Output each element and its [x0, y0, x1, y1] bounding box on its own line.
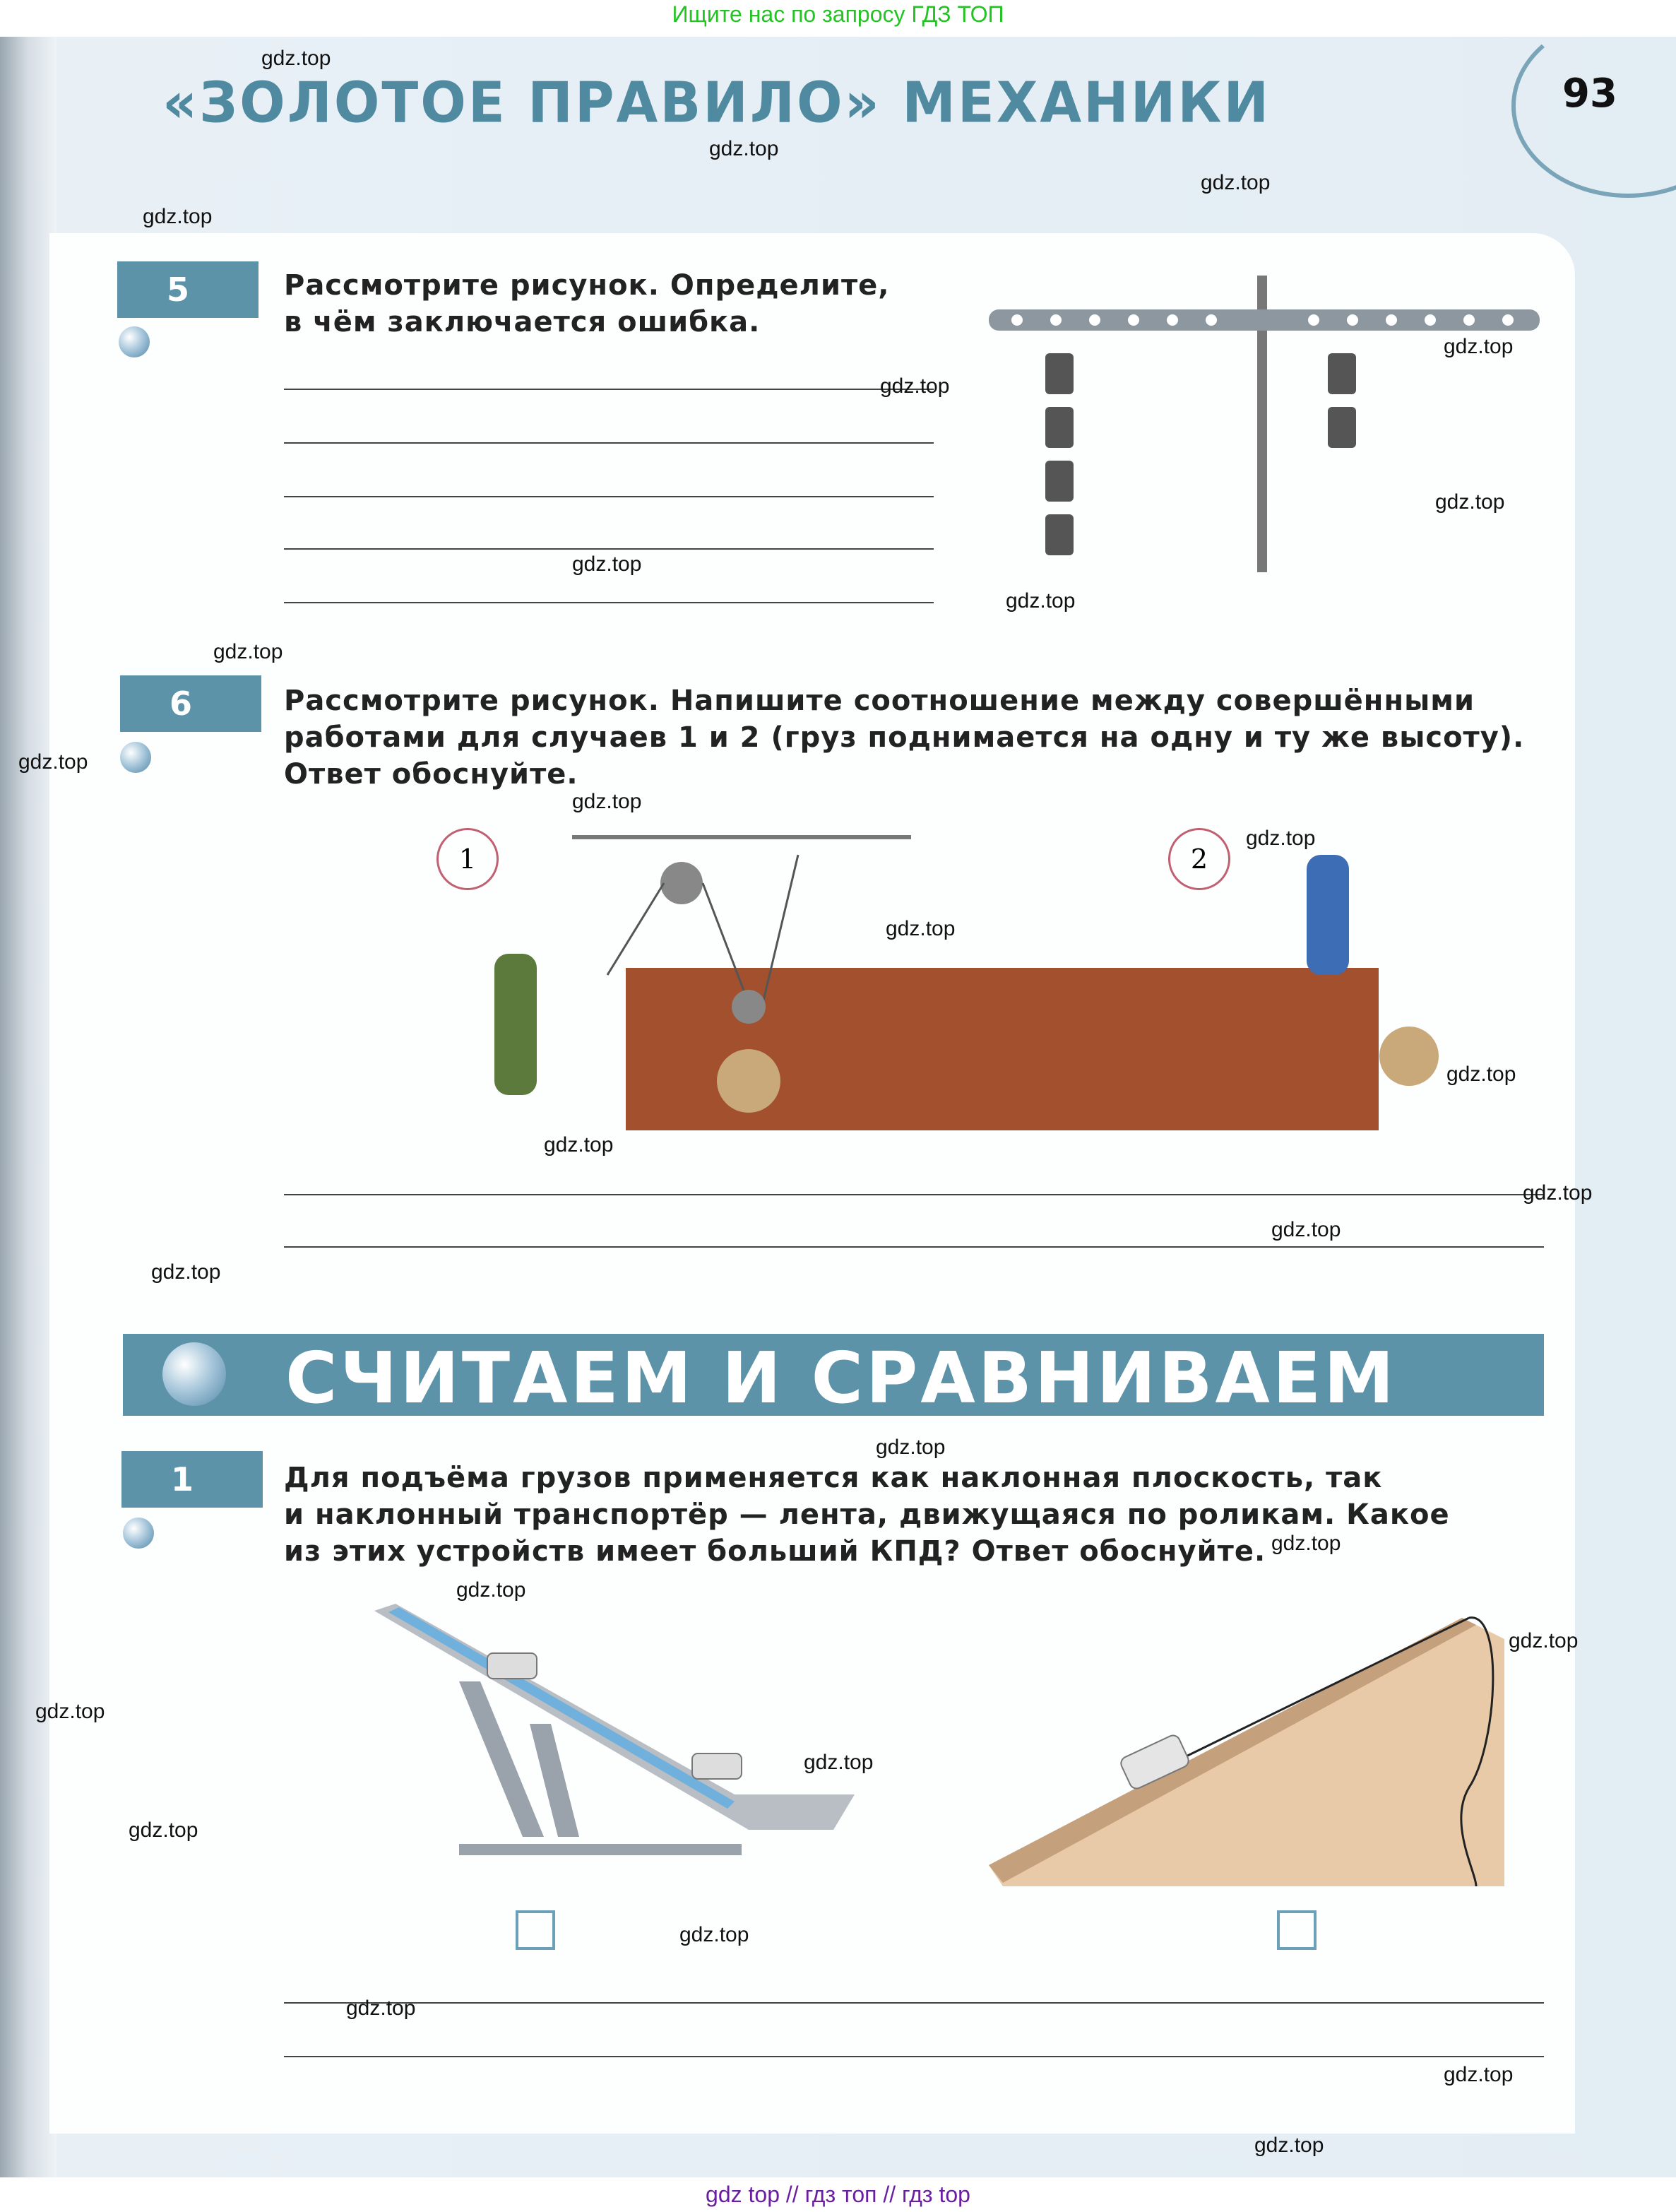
- inclined-plane-illustration: [982, 1604, 1518, 1900]
- watermark: gdz.top: [1271, 1532, 1341, 1555]
- task-text-line: в чём заключается ошибка.: [284, 306, 761, 338]
- lever-with-weights-illustration: [975, 268, 1540, 579]
- task-text-line: из этих устройств имеет больший КПД? Ответ обоснуйте.: [284, 1535, 1266, 1568]
- watermark: gdz.top: [1246, 827, 1316, 850]
- task-text-line: работами для случаев 1 и 2 (груз поднимается на одну и ту же высоту).: [284, 721, 1525, 754]
- top-search-banner[interactable]: Ищите нас по запросу ГДЗ ТОП: [672, 1, 1004, 27]
- page-number: 93: [1562, 71, 1617, 117]
- watermark: gdz.top: [456, 1578, 526, 1602]
- task-5-badge: 5: [117, 261, 258, 318]
- watermark: gdz.top: [35, 1700, 105, 1723]
- section-ball-icon: [162, 1342, 226, 1406]
- bottom-banner[interactable]: gdz top // гдз топ // гдз top: [706, 2182, 970, 2207]
- watermark: gdz.top: [346, 1997, 416, 2020]
- watermark: gdz.top: [1444, 2063, 1514, 2086]
- watermark: gdz.top: [1006, 589, 1076, 613]
- case-1-label: 1: [436, 828, 499, 890]
- watermark: gdz.top: [143, 205, 213, 228]
- answer-line[interactable]: [284, 389, 934, 390]
- answer-line[interactable]: [284, 1246, 1544, 1248]
- watermark: gdz.top: [886, 917, 956, 940]
- task-text-line: и наклонный транспортёр — лента, движущаяся по роликам. Какое: [284, 1498, 1450, 1531]
- task-text-line: Ответ обоснуйте.: [284, 758, 578, 791]
- task-text-line: Рассмотрите рисунок. Напишите соотношение между совершёнными: [284, 685, 1475, 717]
- watermark: gdz.top: [572, 790, 642, 813]
- watermark: gdz.top: [18, 750, 88, 774]
- pulley-and-wall-illustration: [396, 820, 1455, 1145]
- watermark: gdz.top: [151, 1260, 221, 1284]
- answer-line[interactable]: [284, 602, 934, 603]
- book-binding-shadow: [0, 37, 57, 2177]
- watermark: gdz.top: [572, 552, 642, 576]
- watermark: gdz.top: [1509, 1629, 1579, 1652]
- answer-checkbox-conveyor[interactable]: [516, 1910, 555, 1950]
- answer-line[interactable]: [284, 442, 934, 444]
- difficulty-ball-icon: [119, 326, 150, 357]
- page-title: «ЗОЛОТОЕ ПРАВИЛО» МЕХАНИКИ: [162, 69, 1271, 136]
- task-6-text: [284, 682, 1524, 793]
- watermark: gdz.top: [876, 1436, 946, 1459]
- watermark: gdz.top: [880, 374, 950, 398]
- answer-checkbox-inclined-plane[interactable]: [1277, 1910, 1317, 1950]
- task-5-text: [284, 267, 890, 341]
- watermark: gdz.top: [1446, 1063, 1516, 1086]
- watermark: gdz.top: [261, 47, 331, 70]
- task-1-badge: 1: [121, 1451, 263, 1508]
- watermark: gdz.top: [544, 1133, 614, 1157]
- watermark: gdz.top: [1201, 171, 1271, 194]
- answer-line[interactable]: [284, 2002, 1544, 2004]
- difficulty-ball-icon: [123, 1518, 154, 1549]
- section-title: СЧИТАЕМ И СРАВНИВАЕМ: [285, 1337, 1397, 1419]
- watermark: gdz.top: [709, 137, 779, 160]
- watermark: gdz.top: [1523, 1181, 1593, 1205]
- answer-line[interactable]: [284, 548, 934, 550]
- case-2-label: 2: [1168, 828, 1230, 890]
- answer-line[interactable]: [284, 2056, 1544, 2057]
- watermark: gdz.top: [1271, 1218, 1341, 1241]
- watermark: gdz.top: [213, 640, 283, 663]
- watermark: gdz.top: [804, 1751, 874, 1774]
- answer-line[interactable]: [284, 496, 934, 497]
- answer-line[interactable]: [284, 1194, 1544, 1195]
- watermark: gdz.top: [679, 1923, 749, 1946]
- watermark: gdz.top: [1254, 2134, 1324, 2157]
- watermark: gdz.top: [129, 1818, 198, 1842]
- task-text-line: Для подъёма грузов применяется как наклонная плоскость, так: [284, 1462, 1383, 1494]
- watermark: gdz.top: [1444, 335, 1514, 358]
- task-text-line: Рассмотрите рисунок. Определите,: [284, 269, 890, 302]
- conveyor-illustration: [367, 1597, 862, 1879]
- task-6-badge: 6: [120, 675, 261, 732]
- watermark: gdz.top: [1435, 490, 1505, 514]
- difficulty-ball-icon: [120, 742, 151, 773]
